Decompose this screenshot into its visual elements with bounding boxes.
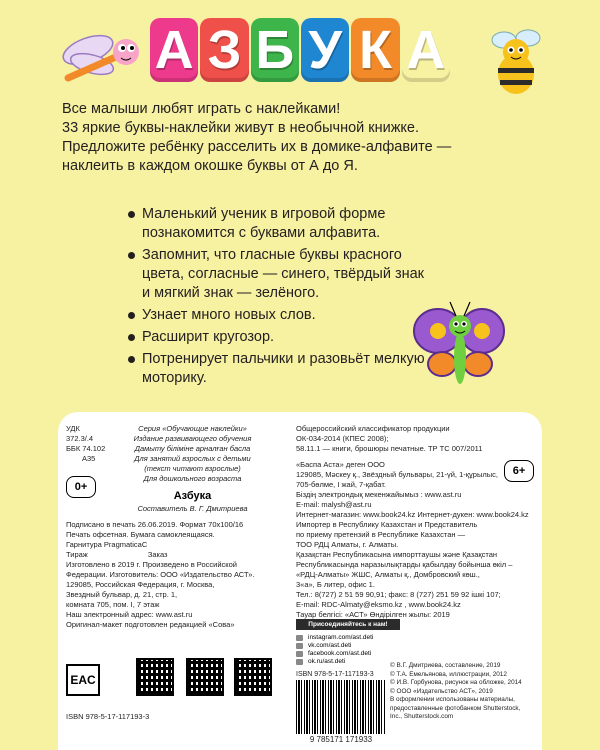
copyright-line: © Т.А. Емельянова, иллюстрации, 2012 xyxy=(390,670,507,678)
barcode-number: 9 785171 171933 xyxy=(309,735,373,744)
list-item: Узнает много новых слов. xyxy=(128,306,428,325)
vk-link[interactable]: vk.com/ast.deti xyxy=(296,642,416,650)
edition-kz: Дамыту біліміне арналған басла xyxy=(134,444,251,453)
text-read: (текст читают взрослые) xyxy=(144,464,241,473)
manufacturer: Федерации. Изготовитель: ООО «Издательство АСТ». xyxy=(66,570,255,579)
info-line: 129085, Мәскеу қ., Звёздный бульвары, 21-үй, 1-құрылыс, xyxy=(296,470,498,479)
info-line: ТОО РДЦ Алматы, г. Алматы. xyxy=(296,540,399,549)
info-line: E-mail: RDC-Almaty@eksmo.kz , www.book24.kz xyxy=(296,600,461,609)
title-letter: А xyxy=(402,18,450,82)
barcode xyxy=(296,680,386,734)
join-label: Присоединяйтесь к нам! xyxy=(308,621,388,628)
eac-label: EAC xyxy=(70,673,96,687)
order-label: Заказ xyxy=(147,550,168,559)
copyright-line: © ООО «Издательство АСТ», 2019 xyxy=(390,687,493,695)
website: Наш электронный адрес: www.ast.ru xyxy=(66,610,193,619)
title-letter: У xyxy=(301,18,349,82)
copyright-line: Inc., Shutterstock.com xyxy=(390,713,454,720)
info-line: 3«а», Б литер, офис 1. xyxy=(296,580,375,589)
list-item: Расширит кругозор. xyxy=(128,328,428,347)
copyright-line: © В.Г. Дмитриева, составление, 2019 xyxy=(390,662,501,669)
info-line: Тел.: 8(727) 2 51 59 90,91; факс: 8 (727) 251 59 92 ішкі 107; xyxy=(296,590,501,599)
intro-line: Предложите ребёнку расселить их в домике-алфавите — xyxy=(62,139,452,155)
title-letter: А xyxy=(150,18,198,82)
benefits-list xyxy=(128,205,428,391)
list-item: Потренирует пальчики и разовьёт мелкую моторику. xyxy=(128,350,428,388)
info-line: Интернет-магазин: www.book24.kz Интернет-дукен: www.book24.kz xyxy=(296,510,529,519)
signed-date: Подписано в печать 26.06.2019. Формат 70х100/16 xyxy=(66,520,244,529)
title-letter: З xyxy=(200,18,248,82)
bee-illustration xyxy=(486,20,546,100)
info-line: E-mail: malysh@ast.ru xyxy=(296,500,372,509)
info-line: по приему претензий в Республике Казахстан — xyxy=(296,530,466,539)
copyright-line: предоставленные фотобанком Shutterstock, xyxy=(390,704,521,712)
title-letter: Б xyxy=(251,18,299,82)
for-lessons: Для занятий взрослых с детьми xyxy=(134,454,251,463)
address-line: Звездный бульвар, д. 21, стр. 1, xyxy=(66,590,178,599)
facebook-link[interactable]: facebook.com/ast.deti xyxy=(296,650,416,658)
run-label: Тираж xyxy=(66,550,88,559)
series-label: Серия «Обучающие наклейки» xyxy=(138,424,247,433)
run-order xyxy=(66,550,291,560)
dragonfly-illustration xyxy=(58,20,158,90)
age-badge-right xyxy=(504,460,534,482)
imprint-title: Азбука xyxy=(173,490,212,502)
imprint-author: Составитель В. Г. Дмитриева xyxy=(137,504,248,513)
copyright-line: В оформлении использованы материалы, xyxy=(390,696,515,703)
series-info xyxy=(100,424,285,484)
age-group: Для дошкольного возраста xyxy=(143,474,242,483)
book-title xyxy=(150,18,450,88)
intro-line: Все малыши любят играть с наклейками! xyxy=(62,101,341,117)
info-line: «РДЦ-Алматы» ЖШС, Алматы қ., Домбровский көш., xyxy=(296,570,480,579)
qr-code[interactable] xyxy=(234,658,272,696)
intro-text xyxy=(62,100,542,176)
copyright-block xyxy=(390,662,540,722)
edition-ru: Издание развивающего обучения xyxy=(133,434,252,443)
isbn-left: ISBN 978-5-17-117193-3 xyxy=(66,712,150,721)
print-info: Печать офсетная. Бумага самоклеящаяся. xyxy=(66,530,215,539)
info-line: Тауар белгісі: «АСТ» Өндірілген жылы: 2019 xyxy=(296,610,450,619)
qr-code[interactable] xyxy=(136,658,174,696)
udk-code: УДК 372.3/.4 xyxy=(66,424,94,443)
eac-mark xyxy=(66,664,100,696)
okp-line: 58.11.1 — книги, брошюры печатные. ТР ТС 007/2011 xyxy=(296,444,483,453)
layout-info: Оригинал-макет подготовлен редакцией «Сова» xyxy=(66,620,235,629)
ok-link[interactable]: ok.ru/ast.deti xyxy=(296,658,416,666)
title-letter: К xyxy=(351,18,399,82)
isbn-right: ISBN 978-5-17-117193-3 xyxy=(296,671,374,678)
bbk-code: ББК 74.102 xyxy=(66,444,106,453)
join-banner xyxy=(296,619,400,630)
instagram-link[interactable]: instagram.com/ast.deti xyxy=(296,634,416,642)
info-line: «Баспа Аста» деген ООО xyxy=(296,460,385,469)
info-line: Біздің электрондық мекенжайымыз : www.ast.ru xyxy=(296,490,462,499)
import-info xyxy=(296,510,540,620)
info-line: Импортер в Республику Казахстан и Представитель xyxy=(296,520,478,529)
info-line: 705-бөлме, I жай, 7-қабат. xyxy=(296,480,386,489)
info-line: Республикасында наразылықтарды қабылдау бойынша өкіл – xyxy=(296,560,513,569)
made-info: Изготовлено в 2019 г. Произведено в Российской xyxy=(66,560,237,569)
age-badge-left xyxy=(66,476,96,498)
okp-line: Общероссийский классификатор продукции xyxy=(296,424,450,433)
list-item: Запомнит, что гласные буквы красного цвета, согласные — синего, твёрдый знак и мягкий знак — зелёного. xyxy=(128,246,428,303)
copyright-line: © И.В. Горбунова, рисунок на обложке, 2014 xyxy=(390,679,522,686)
product-classifier xyxy=(296,424,536,454)
address-line: 129085, Российская Федерация, г. Москва, xyxy=(66,580,215,589)
font-info: Гарнитура PragmaticaC xyxy=(66,540,148,549)
qr-code[interactable] xyxy=(186,658,224,696)
okp-line: ОК-034-2014 (КПЕС 2008); xyxy=(296,434,389,443)
author-code: А35 xyxy=(82,454,96,463)
address-line: комната 705, пом. I, 7 этаж xyxy=(66,600,160,609)
print-details xyxy=(66,520,291,630)
intro-line: 33 яркие буквы-наклейки живут в необычной книжке. xyxy=(62,120,420,136)
age-label: 6+ xyxy=(512,465,526,477)
list-item: Маленький ученик в игровой форме познакомится с буквами алфавита. xyxy=(128,205,428,243)
intro-line: наклеить в каждом окошке буквы от А до Я. xyxy=(62,158,358,174)
age-label: 0+ xyxy=(74,481,88,493)
info-line: Қазақстан Республикасына импорттаушы және Қазақстан xyxy=(296,550,498,559)
kz-info xyxy=(296,460,506,510)
